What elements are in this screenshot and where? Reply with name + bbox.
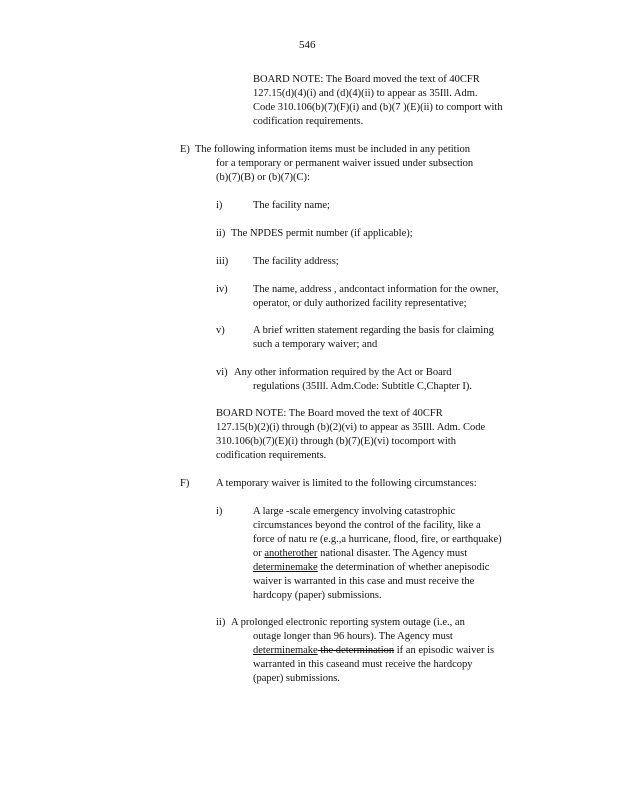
note-line: BOARD NOTE: The Board moved the text of 40CFR [216,408,443,419]
deleted-text: the determination [317,645,395,656]
text-run: national disaster. The Agency must [317,548,468,559]
item-text: A prolonged electronic reporting system outage (i.e., an [231,617,465,628]
item-text: outage longer than 96 hours). The Agency must [253,631,453,642]
item-text: warranted in this caseand must receive the hardcopy [253,659,473,670]
section-e-label: E) [180,144,190,155]
note-line: Code 310.106(b)(7)(F)(i) and (b)(7 )(E)(ii) to comport with [253,102,503,113]
item-number: iv) [216,284,228,295]
item-text: The facility name; [253,200,330,211]
inserted-text: anotherother [264,548,318,559]
item-text: hardcopy (paper) submissions. [253,590,382,601]
item-text: such a temporary waiver; and [253,339,378,350]
item-number: ii) [216,617,226,628]
item-text: The facility address; [253,256,339,267]
item-text [253,644,494,658]
board-note-1 [253,73,535,129]
item-text: Any other information required by the Act or Board [234,367,452,378]
note-line: codification requirements. [216,450,327,461]
text-run: if an episodic waiver is [394,645,495,656]
item-text: circumstances beyond the control of the facility, like a [253,520,481,531]
board-note-2 [216,407,526,463]
section-e-line: (b)(7)(B) or (b)(7)(C): [216,172,310,183]
section-e-line: for a temporary or permanent waiver issued under subsection [216,158,474,169]
item-number: i) [216,200,223,211]
item-text: The name, address , andcontact information for the owner, [253,284,499,295]
note-line: 310.106(b)(7)(E)(i) through (b)(7)(E)(vi) tocomport with [216,436,456,447]
inserted-text: determinemake [253,645,318,656]
item-text: operator, or duly authorized facility representative; [253,298,467,309]
item-number: vi) [216,367,228,378]
text-run: or [253,548,265,559]
item-text: (paper) submissions. [253,673,340,684]
item-text: regulations (35Ill. Adm.Code: Subtitle C,Chapter I). [253,381,473,392]
note-line: 127.15(d)(4)(i) and (d)(4)(ii) to appear as 35Ill. Adm. [253,88,478,99]
item-text: force of natu re (e.g.,a hurricane, flood, fire, or earthquake) [253,534,502,545]
item-text: A brief written statement regarding the basis for claiming [253,325,494,336]
item-number: ii) [216,228,226,239]
item-text: waiver is warranted in this case and must receive the [253,576,475,587]
item-number: v) [216,325,225,336]
item-text [253,547,467,561]
section-f-intro: A temporary waiver is limited to the following circumstances: [216,478,477,489]
page-number: 546 [299,39,316,51]
item-text: A large -scale emergency involving catastrophic [253,506,456,517]
item-number: i) [216,506,223,517]
inserted-text: determinemake [253,562,318,573]
section-f-label: F) [180,478,190,489]
text-run: the determination of whether anepisodic [317,562,490,573]
note-line: 127.15(b)(2)(i) through (b)(2)(vi) to appear as 35Ill. Adm. Code [216,422,486,433]
section-e-line: The following information items must be included in any petition [195,144,470,155]
item-number: iii) [216,256,229,267]
item-text: The NPDES permit number (if applicable); [231,228,413,239]
item-text [253,561,489,575]
note-line: BOARD NOTE: The Board moved the text of 40CFR [253,74,480,85]
note-line: codification requirements. [253,116,364,127]
